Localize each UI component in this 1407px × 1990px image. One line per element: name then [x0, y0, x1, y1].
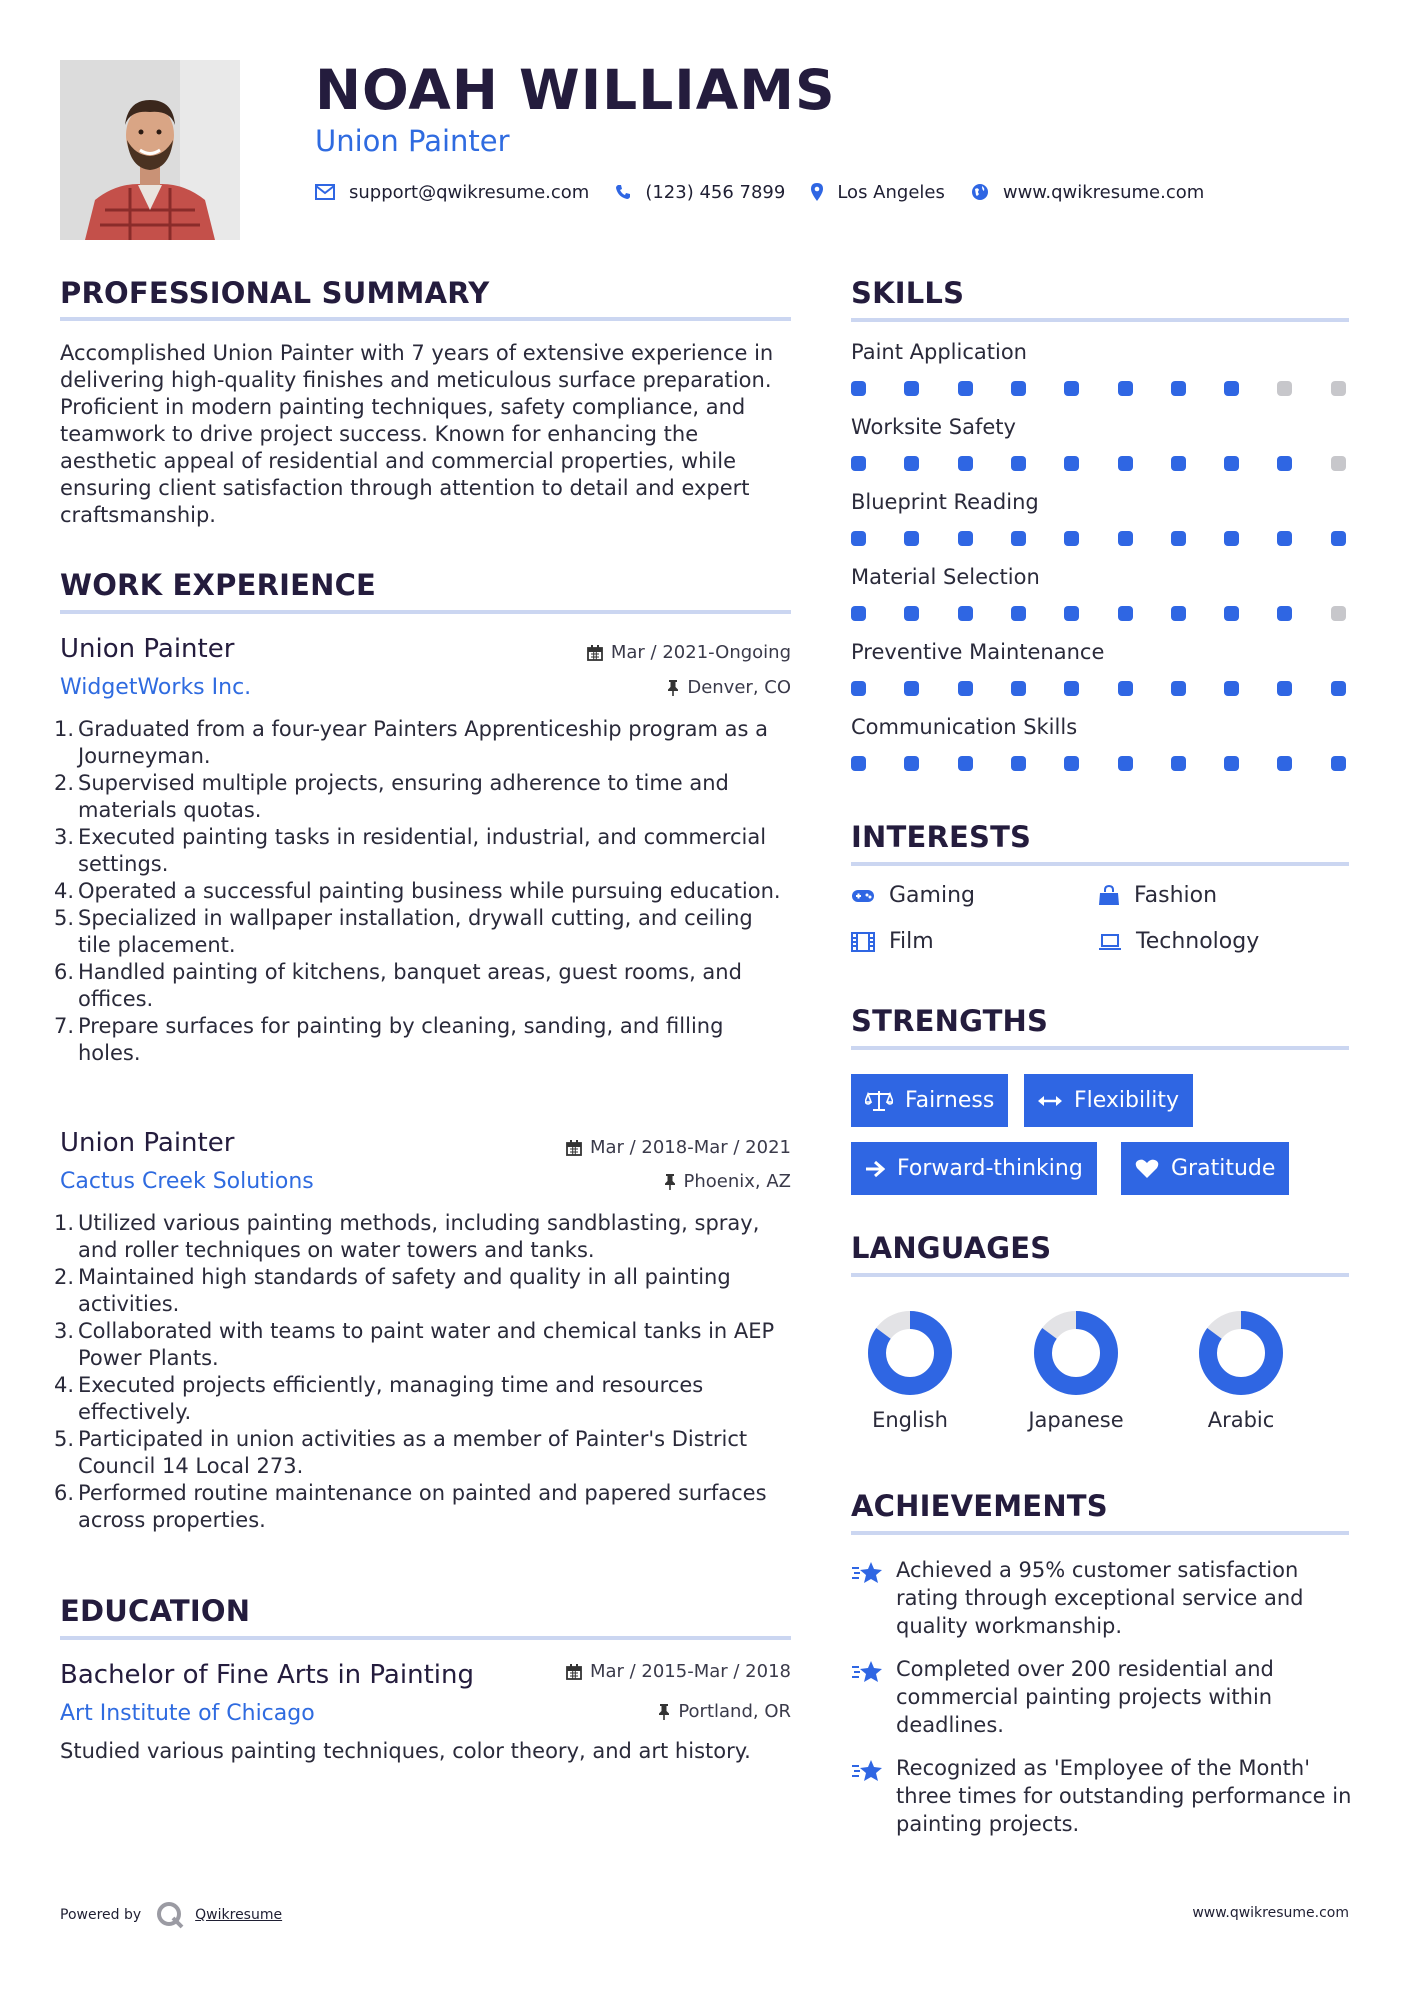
- list-item: 5. Participated in union activities as a member of Painter's District Council 14 Local 273.: [53, 1427, 748, 1478]
- skill-dot-filled: [1224, 381, 1239, 396]
- phone-icon: [615, 184, 631, 200]
- shooting-star-icon: [851, 1560, 883, 1590]
- skill-dot-filled: [1011, 606, 1026, 621]
- skill-dot-filled: [958, 756, 973, 771]
- footer-website[interactable]: www.qwikresume.com: [1192, 1905, 1349, 1921]
- skill-dot-filled: [1011, 531, 1026, 546]
- job-dates: [587, 642, 791, 663]
- skill-dot-filled: [851, 606, 866, 621]
- strength-label: Gratitude: [1171, 1156, 1276, 1181]
- skill-dot-filled: [1118, 681, 1133, 696]
- strengths-divider: [851, 1046, 1349, 1050]
- skill-dot-filled: [1171, 756, 1186, 771]
- list-item: 1. Graduated from a four-year Painters Apprenticeship program as a Journeyman.: [53, 717, 768, 768]
- language-donut: [1196, 1308, 1286, 1398]
- job-dates: [566, 1137, 791, 1158]
- skill-dot-filled: [1011, 456, 1026, 471]
- strength-label: Flexibility: [1074, 1088, 1179, 1113]
- skill-dot-filled: [1011, 381, 1026, 396]
- skill-dot-filled: [1331, 531, 1346, 546]
- strengths-heading: STRENGTHS: [851, 1004, 1049, 1038]
- skill-dot-filled: [851, 531, 866, 546]
- gamepad-icon: [851, 888, 875, 904]
- interests-heading: INTERESTS: [851, 820, 1032, 854]
- job-dates-text: Mar / 2018-Mar / 2021: [589, 1137, 791, 1158]
- arrow-right-icon: [865, 1160, 885, 1178]
- job-location: [664, 1171, 792, 1192]
- list-item: 2. Supervised multiple projects, ensuring adherence to time and materials quotas.: [53, 771, 729, 822]
- skill-name: Paint Application: [851, 340, 1027, 364]
- education-divider: [60, 1636, 791, 1640]
- pushpin-icon: [658, 1704, 670, 1720]
- strength-chip: [851, 1074, 1008, 1127]
- interest-label: Film: [889, 929, 934, 954]
- skill-dot-filled: [851, 756, 866, 771]
- skill-rating: [851, 756, 1349, 772]
- profile-photo: [60, 60, 240, 240]
- candidate-name: NOAH WILLIAMS: [315, 58, 836, 122]
- skill-dot-filled: [1064, 456, 1079, 471]
- location-text: Los Angeles: [837, 181, 945, 203]
- arrows-horizontal-icon: [1038, 1094, 1062, 1108]
- education-location-text: Portland, OR: [678, 1701, 791, 1722]
- skill-rating: [851, 606, 1349, 622]
- degree-title: Bachelor of Fine Arts in Painting: [60, 1660, 474, 1690]
- skill-dot-filled: [1171, 456, 1186, 471]
- skill-dot-filled: [1171, 531, 1186, 546]
- skill-dot-filled: [1277, 681, 1292, 696]
- shooting-star-icon: [851, 1758, 883, 1788]
- job-title: Union Painter: [60, 1128, 235, 1158]
- skill-dot-filled: [958, 456, 973, 471]
- skill-dot-filled: [1064, 606, 1079, 621]
- contact-phone[interactable]: [615, 182, 785, 203]
- skill-dot-filled: [958, 681, 973, 696]
- experience-divider: [60, 610, 791, 614]
- footer-powered-by: [60, 1900, 282, 1930]
- skill-dot-filled: [1064, 681, 1079, 696]
- strength-chip: [851, 1142, 1097, 1195]
- skill-name: Communication Skills: [851, 715, 1078, 739]
- summary-heading: PROFESSIONAL SUMMARY: [60, 276, 490, 310]
- skill-dot-filled: [1171, 381, 1186, 396]
- interest-label: Gaming: [889, 883, 975, 908]
- candidate-title: Union Painter: [315, 124, 510, 158]
- skill-dot-empty: [1331, 606, 1346, 621]
- skill-rating: [851, 531, 1349, 547]
- strength-label: Forward-thinking: [897, 1156, 1083, 1181]
- skill-dot-filled: [1224, 681, 1239, 696]
- skill-dot-filled: [851, 681, 866, 696]
- contact-location: [811, 182, 945, 203]
- globe-icon: [971, 183, 989, 201]
- job-location: [667, 677, 791, 698]
- skill-dot-filled: [1118, 456, 1133, 471]
- phone-text: (123) 456 7899: [645, 181, 786, 203]
- strength-chip: [1121, 1142, 1289, 1195]
- skill-rating: [851, 381, 1349, 397]
- shopping-bag-icon: [1098, 885, 1120, 907]
- achievements-divider: [851, 1531, 1349, 1535]
- list-item: 4. Operated a successful painting business while pursuing education.: [53, 879, 781, 903]
- pushpin-icon: [664, 1174, 676, 1190]
- language-name: Japanese: [1028, 1408, 1124, 1432]
- calendar-icon: [566, 1664, 582, 1680]
- skill-dot-filled: [1224, 606, 1239, 621]
- job-dates-text: Mar / 2021-Ongoing: [610, 642, 791, 663]
- skill-dot-filled: [1331, 756, 1346, 771]
- skill-name: Worksite Safety: [851, 415, 1016, 439]
- interest-fashion: [1098, 883, 1217, 908]
- skill-dot-filled: [958, 606, 973, 621]
- skill-name: Material Selection: [851, 565, 1040, 589]
- skill-dot-filled: [1277, 756, 1292, 771]
- calendar-icon: [587, 645, 603, 661]
- interest-film: [851, 929, 934, 954]
- skill-dot-filled: [1331, 681, 1346, 696]
- skill-dot-filled: [1011, 681, 1026, 696]
- list-item: 6. Handled painting of kitchens, banquet areas, guest rooms, and offices.: [53, 960, 742, 1011]
- language-donut: [1031, 1308, 1121, 1398]
- language-item: [1021, 1308, 1131, 1432]
- summary-divider: [60, 317, 791, 321]
- skill-dot-filled: [904, 381, 919, 396]
- skill-dot-filled: [851, 381, 866, 396]
- shooting-star-icon: [851, 1659, 883, 1689]
- film-icon: [851, 932, 875, 952]
- interest-technology: [1098, 929, 1259, 954]
- interest-label: Technology: [1136, 929, 1260, 954]
- skills-heading: SKILLS: [851, 276, 965, 310]
- job-company: WidgetWorks Inc.: [60, 675, 252, 700]
- education-dates: [566, 1661, 791, 1682]
- skill-dot-filled: [904, 681, 919, 696]
- list-item: 4. Executed projects efficiently, managing time and resources effectively.: [53, 1373, 704, 1424]
- school-name: Art Institute of Chicago: [60, 1701, 315, 1726]
- list-item: 7. Prepare surfaces for painting by cleaning, sanding, and filling holes.: [53, 1014, 724, 1065]
- envelope-icon: [315, 184, 335, 200]
- language-name: Arabic: [1207, 1408, 1275, 1432]
- skill-dot-filled: [1277, 606, 1292, 621]
- skill-dot-filled: [958, 381, 973, 396]
- powered-by-label: Powered by: [60, 1907, 142, 1923]
- email-text: support@qwikresume.com: [349, 181, 590, 203]
- skill-dot-filled: [904, 531, 919, 546]
- skill-dot-filled: [1171, 606, 1186, 621]
- skill-dot-filled: [1011, 756, 1026, 771]
- list-item: 5. Specialized in wallpaper installation, drywall cutting, and ceiling tile placement.: [53, 906, 753, 957]
- job-title: Union Painter: [60, 634, 235, 664]
- strength-label: Fairness: [905, 1088, 995, 1113]
- skill-dot-filled: [1118, 756, 1133, 771]
- job-company: Cactus Creek Solutions: [60, 1169, 314, 1194]
- contact-email[interactable]: [315, 182, 589, 203]
- website-text: www.qwikresume.com: [1002, 181, 1205, 203]
- skill-dot-filled: [1118, 531, 1133, 546]
- list-item: 3. Executed painting tasks in residential, industrial, and commercial settings.: [53, 825, 767, 876]
- pushpin-icon: [667, 680, 679, 696]
- skill-rating: [851, 681, 1349, 697]
- skill-dot-filled: [904, 606, 919, 621]
- contact-bar: [315, 178, 1230, 206]
- interest-label: Fashion: [1134, 883, 1218, 908]
- job-bullets: [53, 1210, 791, 1534]
- skill-dot-filled: [958, 531, 973, 546]
- skill-dot-filled: [904, 456, 919, 471]
- achievements-heading: ACHIEVEMENTS: [851, 1489, 1108, 1523]
- list-item: 1. Utilized various painting methods, including sandblasting, spray, and roller techniques on water towers and tanks.: [53, 1211, 760, 1262]
- languages-heading: LANGUAGES: [851, 1231, 1052, 1265]
- strength-chip: [1024, 1074, 1193, 1127]
- skills-divider: [851, 318, 1349, 322]
- skill-dot-empty: [1331, 381, 1346, 396]
- balance-scale-icon: [865, 1090, 893, 1112]
- job-bullets: [53, 716, 791, 1067]
- education-description: Studied various painting techniques, color theory, and art history.: [60, 1739, 751, 1763]
- list-item: 6. Performed routine maintenance on painted and papered surfaces across properties.: [53, 1481, 767, 1532]
- skill-name: Preventive Maintenance: [851, 640, 1105, 664]
- summary-text: Accomplished Union Painter with 7 years of extensive experience in delivering high-quality finishes and meticulous surface preparation. Proficient in modern painting techniques, safety compliance, and teamwork to drive project success. Known for enhancing the aesthetic appeal of residential and commercial properties, while ensuring client satisfaction through attention to detail and expert craftsmanship.: [60, 341, 774, 527]
- skill-dot-empty: [1331, 456, 1346, 471]
- skill-dot-filled: [851, 456, 866, 471]
- contact-website[interactable]: [971, 182, 1204, 203]
- skill-dot-filled: [904, 756, 919, 771]
- education-heading: EDUCATION: [60, 1594, 251, 1628]
- skill-rating: [851, 456, 1349, 472]
- job-location-text: Denver, CO: [687, 677, 791, 698]
- skill-dot-filled: [1064, 381, 1079, 396]
- skill-dot-filled: [1277, 531, 1292, 546]
- list-item: 3. Collaborated with teams to paint water and chemical tanks in AEP Power Plants.: [53, 1319, 775, 1370]
- achievement-item: Recognized as 'Employee of the Month' three times for outstanding performance in painting projects.: [896, 1756, 1352, 1836]
- skill-name: Blueprint Reading: [851, 490, 1039, 514]
- skill-dot-filled: [1171, 681, 1186, 696]
- qwikresume-link[interactable]: Qwikresume: [195, 1907, 283, 1923]
- heart-icon: [1135, 1159, 1159, 1179]
- achievement-item: Achieved a 95% customer satisfaction rating through exceptional service and quality workmanship.: [896, 1558, 1304, 1638]
- language-item: [855, 1308, 965, 1432]
- job-location-text: Phoenix, AZ: [683, 1171, 791, 1192]
- skill-dot-filled: [1118, 381, 1133, 396]
- calendar-icon: [566, 1140, 582, 1156]
- interests-divider: [851, 862, 1349, 866]
- language-item: [1186, 1308, 1296, 1432]
- skill-dot-filled: [1118, 606, 1133, 621]
- languages-divider: [851, 1273, 1349, 1277]
- map-marker-icon: [811, 183, 823, 201]
- skill-dot-filled: [1064, 531, 1079, 546]
- skill-dot-filled: [1224, 756, 1239, 771]
- experience-heading: WORK EXPERIENCE: [60, 568, 377, 602]
- laptop-icon: [1098, 933, 1122, 951]
- language-donut: [865, 1308, 955, 1398]
- interest-gaming: [851, 883, 975, 908]
- education-location: [658, 1701, 791, 1722]
- education-dates-text: Mar / 2015-Mar / 2018: [589, 1661, 791, 1682]
- skill-dot-filled: [1224, 456, 1239, 471]
- skill-dot-filled: [1224, 531, 1239, 546]
- skill-dot-filled: [1064, 756, 1079, 771]
- achievement-item: Completed over 200 residential and commercial painting projects within deadlines.: [896, 1657, 1274, 1737]
- qwikresume-logo-icon: [155, 1900, 185, 1930]
- list-item: 2. Maintained high standards of safety and quality in all painting activities.: [53, 1265, 731, 1316]
- skill-dot-filled: [1277, 456, 1292, 471]
- language-name: English: [872, 1408, 948, 1432]
- skill-dot-empty: [1277, 381, 1292, 396]
